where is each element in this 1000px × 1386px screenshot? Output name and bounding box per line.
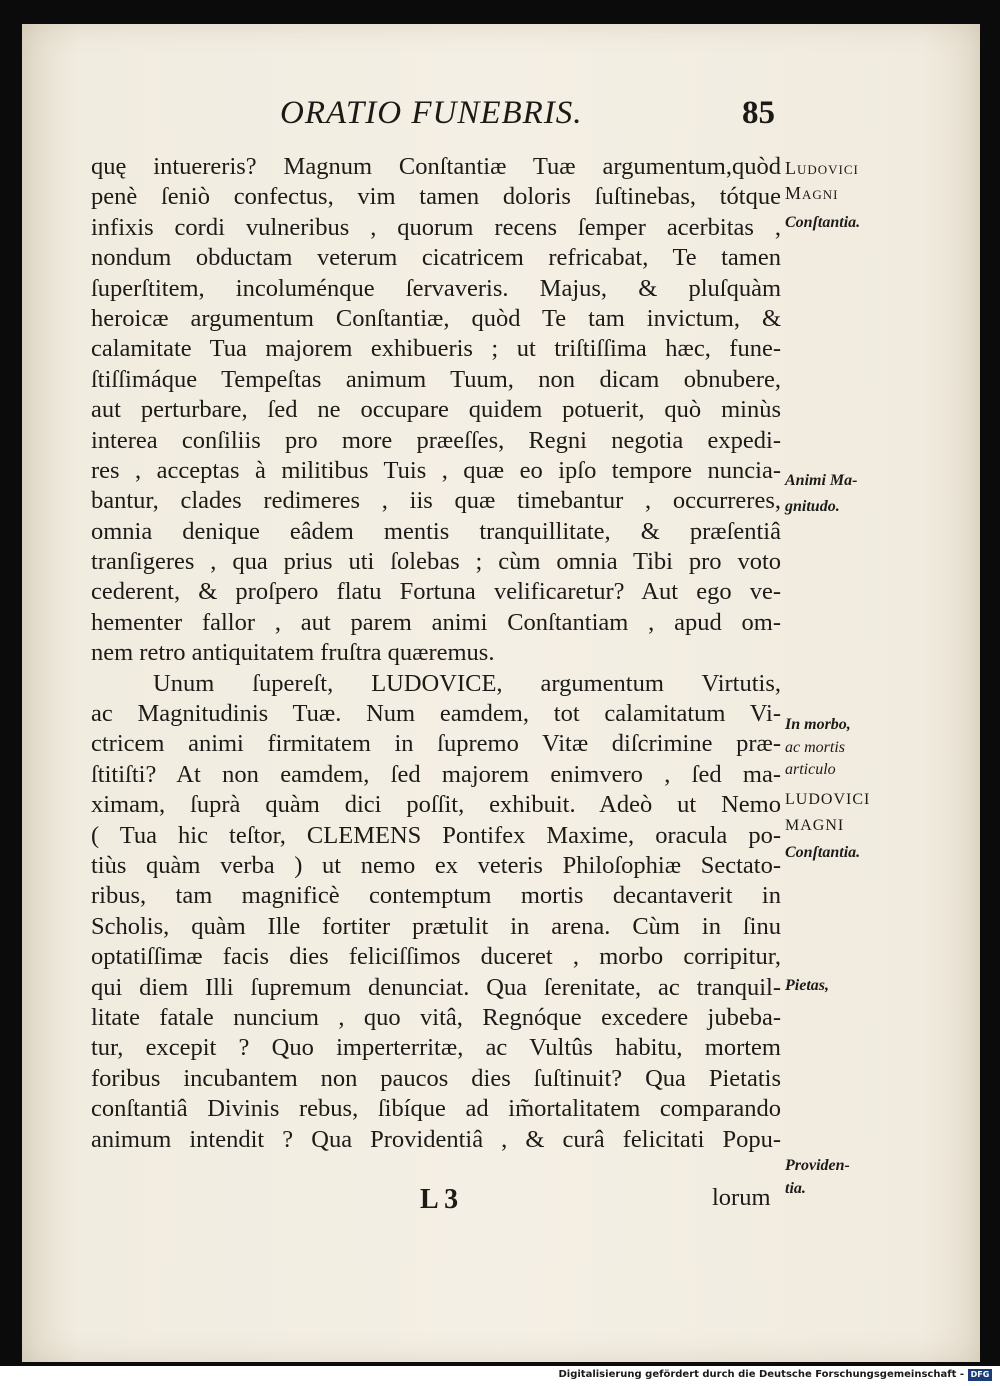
text-line: animum intendit ? Qua Providentiâ , & curâ felicitati Popu-: [91, 1125, 781, 1153]
text-line: calamitate Tua majorem exhibueris ; ut triſtiſſima hæc, fune-: [91, 335, 781, 363]
text-line: conſtantiâ Divinis rebus, ſibíque ad im̃ortalitatem comparando: [91, 1095, 781, 1123]
text-line: nem retro antiquitatem fruſtra quæremus.: [91, 639, 495, 667]
text-line: qui diem Illi ſupremum denunciat. Qua ſerenitate, ac tranquil-: [91, 973, 781, 1001]
digitization-credit: Digitalisierung gefördert durch die Deutsche Forschungsgemeinschaft -: [558, 1369, 964, 1380]
text-line: ctricem animi firmitatem in ſupremo Vitæ diſcrimine præ-: [91, 730, 781, 758]
margin-note-animi-magnitudo: Animi Ma-: [785, 472, 858, 489]
margin-note-ac-mortis: ac mortis: [785, 739, 845, 756]
text-line: ſtiſſimáque Tempeſtas animum Tuum, non dicam obnubere,: [91, 365, 781, 393]
margin-note-constantia: Conſtantia.: [785, 214, 861, 231]
page-number: 85: [742, 95, 775, 131]
text-line: tur, excepit ? Quo imperterritæ, ac Vultûs habitu, mortem: [91, 1034, 781, 1062]
text-line: quę intuereris? Magnum Conſtantiæ Tuæ argumentum,quòd: [91, 153, 781, 180]
margin-note-in-morbo: In morbo,: [785, 716, 851, 733]
text-line: infixis cordi vulneribus , quorum recens ſemper acerbitas ,: [91, 213, 781, 241]
margin-note-articulo: articulo: [785, 761, 836, 778]
margin-note-pietas: Pietas,: [785, 977, 829, 994]
body-text: [91, 152, 781, 1155]
text-line: ribus, tam magnificè contemptum mortis decantaverit in: [91, 882, 781, 910]
digitization-footer: [0, 1366, 1000, 1386]
signature-mark: L 3: [420, 1184, 459, 1215]
text-line: ximam, ſuprà quàm dici poſſit, exhibuit. Adeò ut Nemo: [91, 791, 781, 819]
text-line: optatiſſimæ facis dies feliciſſimos duceret , morbo corripitur,: [91, 943, 781, 971]
text-line: Unum ſupereſt, LUDOVICE, argumentum Virtutis,: [153, 669, 781, 697]
text-line: foribus incubantem non paucos dies ſuſtinuit? Qua Pietatis: [91, 1064, 781, 1092]
text-line: bantur, clades redimeres , iis quæ timebantur , occurreres,: [91, 487, 781, 515]
text-line: ( Tua hic teſtor, CLEMENS Pontifex Maxime, oracula po-: [91, 821, 781, 849]
text-line: res , acceptas à militibus Tuis , quæ eo ipſo tempore nuncia-: [91, 456, 781, 484]
text-line: hementer fallor , aut parem animi Conſtantiam , apud om-: [91, 608, 781, 636]
text-line: tranſigeres , qua prius uti ſolebas ; cùm omnia Tibi pro voto: [91, 548, 781, 576]
text-line: ac Magnitudinis Tuæ. Num eamdem, tot calamitatum Vi-: [91, 700, 781, 728]
margin-note-ludovici-caps: LUDOVICI: [785, 791, 871, 808]
catchword: lorum: [712, 1184, 771, 1211]
text-line: penè ſeniò confectus, vim tamen doloris ſuſtinebas, tótque: [91, 183, 781, 211]
margin-note-constantia-2: Conſtantia.: [785, 844, 861, 861]
margin-note-animi-magnitudo-cont: gnitudo.: [785, 498, 840, 515]
text-line: litate fatale nuncium , quo vitâ, Regnóque excedere jubeba-: [91, 1003, 781, 1031]
margin-note-ludovici: Ludovici: [785, 158, 859, 178]
text-line: interea conſiliis pro more præeſſes, Regni negotia expedi-: [91, 426, 781, 454]
text-line: Scholis, quàm Ille fortiter prætulit in arena. Cùm in ſinu: [91, 912, 781, 940]
text-line: cederent, & proſpero flatu Fortuna velificaretur? Aut ego ve-: [91, 578, 781, 606]
text-line: tiùs quàm verba ) ut nemo ex veteris Philoſophiæ Sectato-: [91, 851, 781, 879]
text-line: aut perturbare, ſed ne occupare quidem potuerit, quò minùs: [91, 396, 781, 424]
text-line: heroicæ argumentum Conſtantiæ, quòd Te tam invictum, &: [91, 304, 781, 332]
text-line: ſtitiſti? At non eamdem, ſed majorem enimvero , ſed ma-: [91, 760, 781, 788]
margin-note-providentia: Providen-: [785, 1157, 850, 1174]
text-line: ſuperſtitem, incoluménque ſervaveris. Majus, & pluſquàm: [91, 274, 781, 302]
dfg-logo-icon: DFG: [968, 1369, 992, 1381]
text-line: omnia denique eâdem mentis tranquillitate, & præſentiâ: [91, 517, 781, 545]
running-head: ORATIO FUNEBRIS.: [280, 95, 583, 131]
margin-note-providentia-cont: tia.: [785, 1180, 806, 1197]
margin-note-magni: Magni: [785, 183, 839, 203]
margin-note-magni-caps: MAGNI: [785, 817, 845, 834]
text-line: nondum obductam veterum cicatricem refricabat, Te tamen: [91, 244, 781, 272]
